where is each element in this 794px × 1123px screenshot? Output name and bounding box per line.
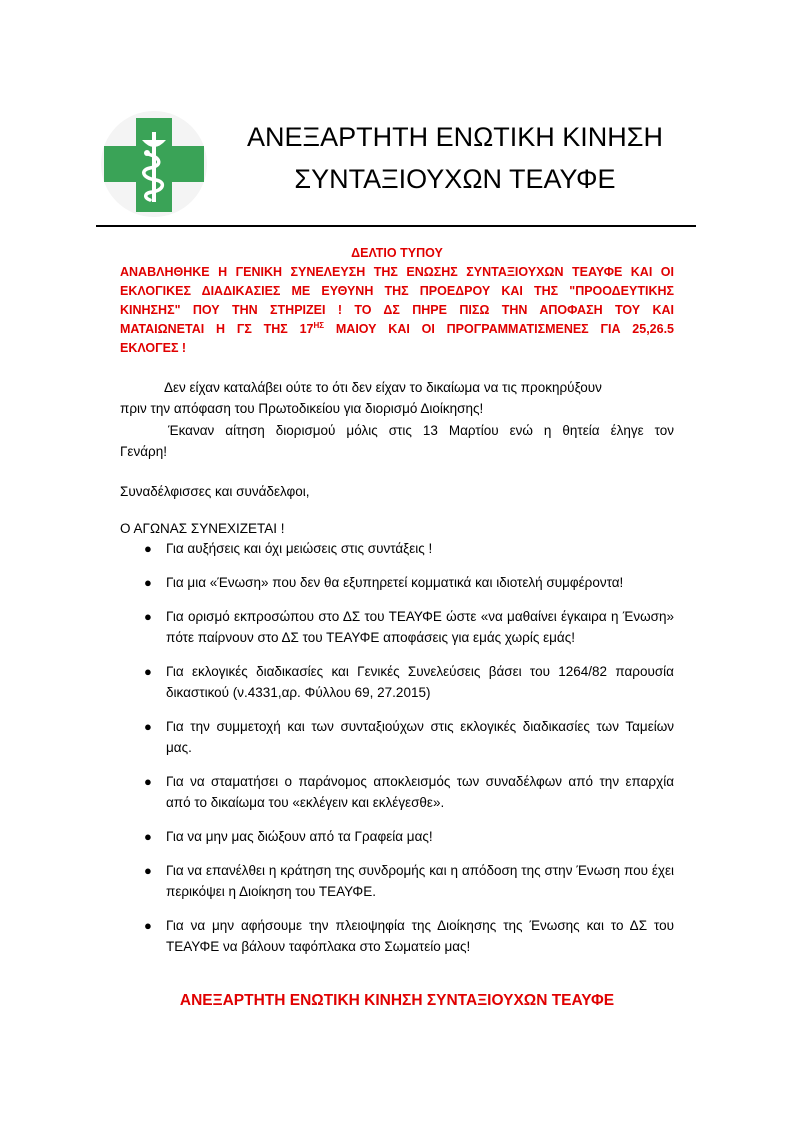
struggle-statement: Ο ΑΓΩΝΑΣ ΣΥΝΕΧΙΖΕΤΑΙ ! bbox=[120, 521, 285, 536]
bullet-icon: ● bbox=[144, 541, 152, 556]
bullet-icon: ● bbox=[144, 664, 152, 679]
bullet-icon: ● bbox=[144, 719, 152, 734]
paragraph-2-line-2: Γενάρη! bbox=[120, 444, 167, 459]
headline-line-4: ΜΑΤΑΙΩΝΕΤΑΙ Η ΓΣ ΤΗΣ $17^{H\Sigma}$ ΜΑΙΟΥ ΚΑΙ ΟΙ ΠΡΟΓΡΑΜΜΑΤΙΣΜΕΝΕΣ ΓΙΑ 25,26.5 bbox=[120, 321, 674, 336]
bullet-icon: ● bbox=[144, 863, 152, 878]
green-cross-with-caduceus-icon bbox=[98, 110, 210, 218]
greeting: Συναδέλφισσες και συνάδελφοι, bbox=[120, 484, 310, 499]
press-release-headline bbox=[120, 263, 674, 358]
bullet-icon: ● bbox=[144, 575, 152, 590]
footer-signature: ΑΝΕΞΑΡΤΗΤΗ ΕΝΩΤΙΚΗ ΚΙΝΗΣΗ ΣΥΝΤΑΞΙΟΥΧΩΝ ΤΕΑΥΦΕ bbox=[179, 992, 615, 1009]
list-item: ● Για να μην αφήσουμε την πλειοψηφία της Διοίκησης της Ένωσης και το ΔΣ του ΤΕΑΥΦΕ να βάλουν ταφόπλακα στο Σωματείο μας! bbox=[120, 915, 674, 957]
list-item: ● Για εκλογικές διαδικασίες και Γενικές Συνελεύσεις βάσει του 1264/82 παρουσία δικαστικού (ν.4331,αρ. Φύλλου 69, 27.2015) bbox=[120, 661, 674, 703]
paragraph-1-line-1: Δεν είχαν καταλάβει ούτε το ότι δεν είχαν το δικαίωμα να τις προκηρύξουν bbox=[164, 380, 602, 395]
title-line-1: ΑΝΕΞΑΡΤΗΤΗ ΕΝΩΤΙΚΗ ΚΙΝΗΣΗ bbox=[247, 122, 663, 152]
ordinal-suffix: ΗΣ bbox=[313, 321, 325, 330]
bullet-icon: ● bbox=[144, 774, 152, 789]
list-item: ● Για μια «Ένωση» που δεν θα εξυπηρετεί κομματικά και ιδιοτελή συμφέροντα! bbox=[120, 572, 674, 593]
headline-line-1: ΑΝΑΒΛΗΘΗΚΕ Η ΓΕΝΙΚΗ ΣΥΝΕΛΕΥΣΗ ΤΗΣ ΕΝΩΣΗΣ ΣΥΝΤΑΞΙΟΥΧΩΝ ΤΕΑΥΦΕ ΚΑΙ ΟΙ bbox=[120, 265, 674, 279]
title-line-2: ΣΥΝΤΑΞΙΟΥΧΩΝ ΤΕΑΥΦΕ bbox=[294, 164, 616, 194]
headline-line-5: ΕΚΛΟΓΕΣ ! bbox=[120, 341, 187, 355]
paragraph-1 bbox=[120, 377, 674, 419]
press-release-label: ΔΕΛΤΙΟ ΤΥΠΟΥ bbox=[351, 246, 443, 260]
paragraph-2-line-1: Έκαναν αίτηση διορισμού μόλις στις 13 Μαρτίου ενώ η θητεία έληγε τον bbox=[168, 423, 674, 438]
paragraph-2 bbox=[120, 420, 674, 462]
list-item: ● Για να σταματήσει ο παράνομος αποκλεισμός των συναδέλφων από την επαρχία από το δικαίωμα του «εκλέγειν και εκλέγεσθε». bbox=[120, 771, 674, 813]
list-item: ● Για να επανέλθει η κράτηση της συνδρομής και η απόδοση της στην Ένωση που έχει περικόψει η Διοίκηση του ΤΕΑΥΦΕ. bbox=[120, 860, 674, 902]
list-item: ● Για αυξήσεις και όχι μειώσεις στις συντάξεις ! bbox=[120, 538, 674, 559]
page-title bbox=[210, 116, 700, 200]
bullet-icon: ● bbox=[144, 918, 152, 933]
logo bbox=[98, 110, 210, 218]
header-divider bbox=[96, 225, 696, 227]
bullet-icon: ● bbox=[144, 609, 152, 624]
headline-line-3: ΚΙΝΗΣΗΣ" ΠΟΥ ΤΗΝ ΣΤΗΡΙΖΕΙ ! ΤΟ ΔΣ ΠΗΡΕ ΠΙΣΩ ΤΗΝ ΑΠΟΦΑΣΗ ΤΟΥ ΚΑΙ bbox=[120, 303, 674, 317]
paragraph-1-line-2: πριν την απόφαση του Πρωτοδικείου για διορισμό Διοίκησης! bbox=[120, 401, 484, 416]
demands-list bbox=[120, 538, 674, 970]
list-item: ● Για να μην μας διώξουν από τα Γραφεία μας! bbox=[120, 826, 674, 847]
headline-line-2: ΕΚΛΟΓΙΚΕΣ ΔΙΑΔΙΚΑΣΙΕΣ ΜΕ ΕΥΘΥΝΗ ΤΗΣ ΠΡΟΕΔΡΟΥ ΚΑΙ ΤΗΣ "ΠΡΟΟΔΕΥΤΙΚΗΣ bbox=[120, 284, 674, 298]
list-item: ● Για την συμμετοχή και των συνταξιούχων στις εκλογικές διαδικασίες των Ταμείων μας. bbox=[120, 716, 674, 758]
bullet-icon: ● bbox=[144, 829, 152, 844]
list-item: ● Για ορισμό εκπροσώπου στο ΔΣ του ΤΕΑΥΦΕ ώστε «να μαθαίνει έγκαιρα η Ένωση» πότε παίρνουν στο ΔΣ του ΤΕΑΥΦΕ αποφάσεις για εμάς χωρίς εμάς! bbox=[120, 606, 674, 648]
